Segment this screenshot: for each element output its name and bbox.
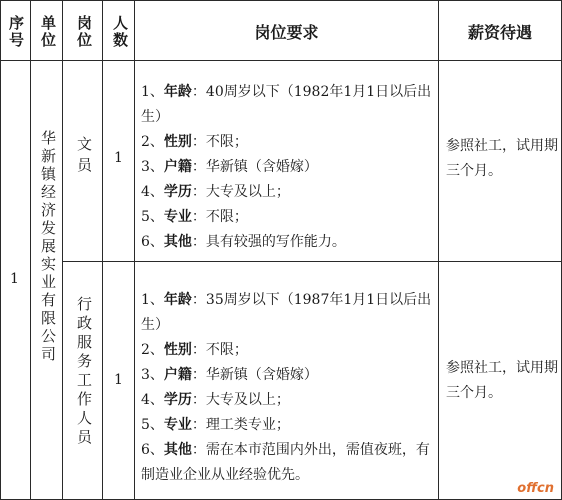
post-2-req-4: 4、学历：大专及以上；	[141, 392, 290, 408]
col-divider-1	[30, 0, 31, 500]
post-1-count: 1	[114, 150, 123, 166]
table-border-top	[0, 0, 562, 1]
col-divider-2	[62, 0, 63, 500]
post-1-req-3: 3、户籍：华新镇（含婚嫁）	[141, 159, 318, 175]
row-divider	[62, 261, 562, 262]
post-2-req-2: 2、性别：不限；	[141, 342, 248, 358]
watermark-logo: offcn	[517, 481, 554, 496]
header-post: 岗位	[75, 15, 93, 49]
post-1-salary: 参照社工，试用期三个月。	[446, 138, 558, 179]
row-seq: 1	[10, 271, 19, 287]
post-2-name: 行政服务工作人员	[75, 296, 93, 448]
header-seq: 序号	[7, 15, 25, 49]
post-1-requirements	[141, 80, 436, 255]
col-divider-4	[134, 0, 135, 500]
header-divider	[0, 60, 562, 61]
post-2-req-5: 5、专业：理工类专业；	[141, 417, 290, 433]
post-2-count: 1	[114, 372, 123, 388]
col-divider-5	[438, 0, 439, 500]
header-count: 人数	[111, 15, 129, 49]
post-2-req-6: 6、其他：需在本市范围内外出，需值夜班，有制造业企业从业经验优先。	[141, 442, 430, 483]
post-2-req-3: 3、户籍：华新镇（含婚嫁）	[141, 367, 318, 383]
post-2-salary: 参照社工，试用期三个月。	[446, 360, 558, 401]
col-divider-3	[102, 0, 103, 500]
post-1-name: 文员	[75, 136, 93, 178]
table-border-left	[0, 0, 1, 500]
header-salary: 薪资待遇	[467, 23, 532, 42]
post-1-req-2: 2、性别：不限；	[141, 134, 248, 150]
post-1-req-1: 1、年龄：40周岁以下（1982年1月1日以后出生）	[141, 84, 432, 125]
post-2-requirements	[141, 288, 436, 488]
post-1-req-6: 6、其他：具有较强的写作能力。	[141, 234, 346, 250]
header-requirements: 岗位要求	[254, 23, 319, 42]
post-1-req-4: 4、学历：大专及以上；	[141, 184, 290, 200]
post-2-req-1: 1、年龄：35周岁以下（1987年1月1日以后出生）	[141, 292, 432, 333]
unit-name: 华新镇经济发展实业有限公司	[39, 130, 57, 364]
post-1-req-5: 5、专业：不限；	[141, 209, 248, 225]
header-unit: 单位	[39, 15, 57, 49]
